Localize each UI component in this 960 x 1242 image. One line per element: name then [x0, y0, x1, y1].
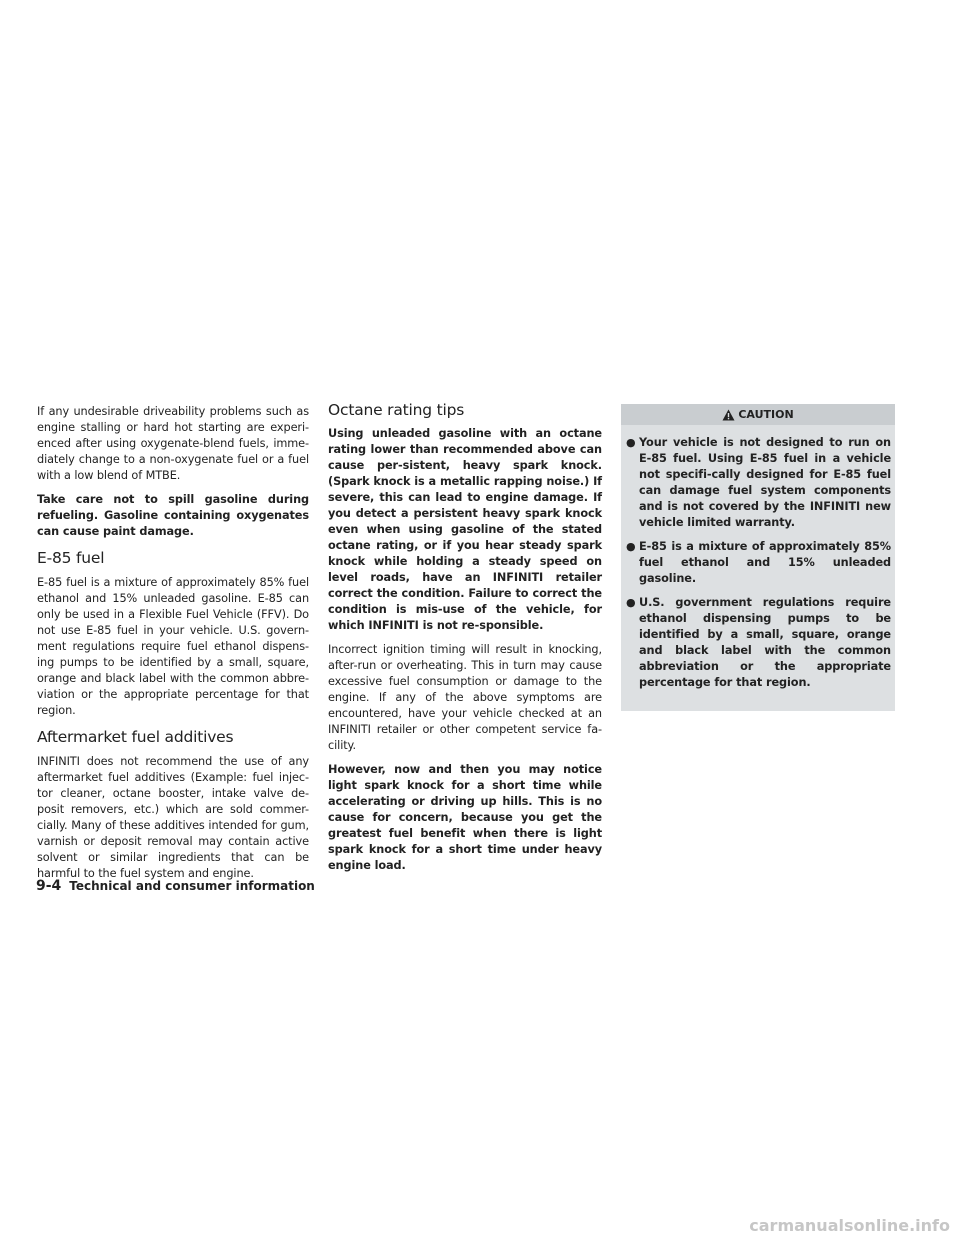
bullet-icon: ● — [626, 540, 636, 553]
watermark: carmanualsonline.info — [749, 1216, 950, 1235]
paragraph-additives: INFINITI does not recommend the use of any aftermarket fuel additives (Example: fuel injec-tor cleaner, octane booster, intake valve de-posit removers, etc.) which are sold commer-cially. Many of these additives intended for gum, varnish or deposit removal may contain active solvent or similar ingredients that can be harmful to the fuel system and engine. — [37, 755, 309, 880]
caution-item: ● E-85 is a mixture of approximately 85% fuel ethanol and 15% unleaded gasoline. — [626, 540, 891, 585]
paragraph-light-knock: However, now and then you may notice light spark knock for a short time while accelerating or driving up hills. This is no cause for concern, because you get the greatest fuel benefit when there is light spark knock for a short time under heavy engine load. — [328, 763, 602, 872]
paragraph-e85: E-85 fuel is a mixture of approximately 85% fuel ethanol and 15% unleaded gasoline. E-85 can only be used in a Flexible Fuel Vehicle (FFV). Do not use E-85 fuel in your vehicle. U.S. govern-ment regulations require fuel ethanol dispens-ing pumps to be identified by a small, square, orange and black label with the common abbre-viation or the appropriate percentage for that region. — [37, 576, 309, 717]
heading-e85-fuel: E-85 fuel — [37, 549, 105, 567]
caution-list — [621, 435, 895, 691]
caution-item: ● Your vehicle is not designed to run on E-85 fuel. Using E-85 fuel in a vehicle not specifi-cally designed for E-85 fuel can damage fuel system components and is not covered by the INFINITI new vehicle limited warranty. — [626, 436, 891, 529]
heading-octane-rating-tips: Octane rating tips — [328, 401, 465, 419]
caution-box — [621, 404, 895, 711]
column-1 — [37, 404, 309, 890]
caution-header — [621, 404, 895, 425]
heading-aftermarket-additives: Aftermarket fuel additives — [37, 728, 234, 746]
column-3 — [621, 404, 895, 711]
paragraph-spill-warning: Take care not to spill gasoline during refueling. Gasoline containing oxygenates can cause paint damage. — [37, 493, 309, 538]
warning-triangle-icon — [722, 409, 735, 421]
caution-item: ● U.S. government regulations require ethanol dispensing pumps to be identified by a small, square, orange and black label with the common abbreviation or the appropriate percentage for that region. — [626, 596, 891, 689]
paragraph-octane-knock: Using unleaded gasoline with an octane rating lower than recommended above can cause per-sistent, heavy spark knock. (Spark knock is a metallic rapping noise.) If severe, this can lead to engine damage. If you detect a persistent heavy spark knock even when using gasoline of the stated octane rating, or if you hear steady spark knock while holding a steady speed on level roads, have an INFINITI retailer correct the condition. Failure to correct the condition is mis-use of the vehicle, for which INFINITI is not re-sponsible. — [328, 427, 602, 632]
column-2 — [328, 400, 602, 882]
page-footer — [36, 878, 315, 894]
paragraph-ignition-timing: Incorrect ignition timing will result in knocking, after-run or overheating. This in turn may cause excessive fuel consumption or damage to the engine. If any of the above symptoms are encountered, have your vehicle checked at an INFINITI retailer or other competent service fa-cility. — [328, 643, 602, 752]
bullet-icon: ● — [626, 596, 636, 609]
bullet-icon: ● — [626, 436, 636, 449]
caution-title: CAUTION — [738, 408, 794, 421]
paragraph-driveability: If any undesirable driveability problems such as engine stalling or hard hot starting are experi-enced after using oxygenate-blend fuels, imme-diately change to a non-oxygenate fuel or a fuel with a low blend of MTBE. — [37, 405, 309, 482]
section-title: Technical and consumer information — [69, 879, 315, 893]
page-number: 9-4 — [36, 878, 62, 894]
